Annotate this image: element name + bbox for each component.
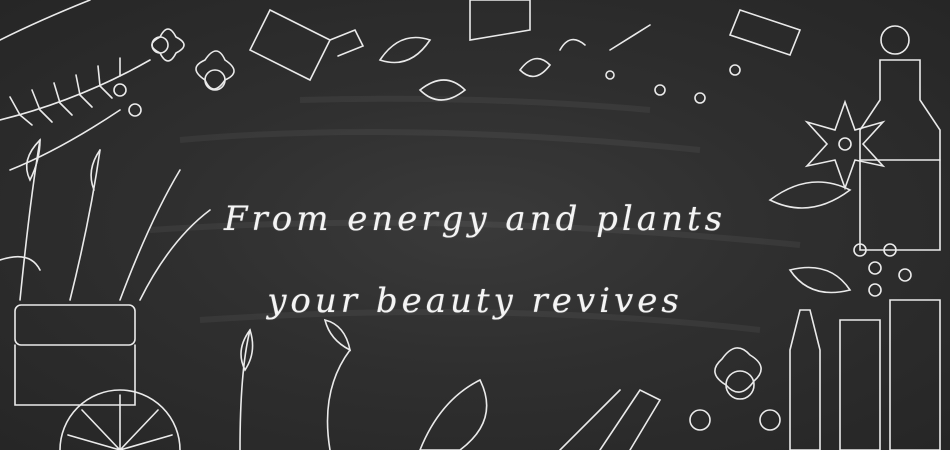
headline-line-1: From energy and plants [223, 199, 727, 239]
leaf-icon [380, 38, 740, 104]
herb-sprig-icon [0, 0, 150, 170]
headline [0, 178, 950, 342]
headline-line-2: your beauty revives [267, 281, 683, 321]
dropper-bottle-icon [250, 0, 800, 80]
flower-icon [114, 29, 234, 116]
star-anise-icon [807, 102, 883, 188]
citrus-slice-icon [60, 390, 180, 450]
